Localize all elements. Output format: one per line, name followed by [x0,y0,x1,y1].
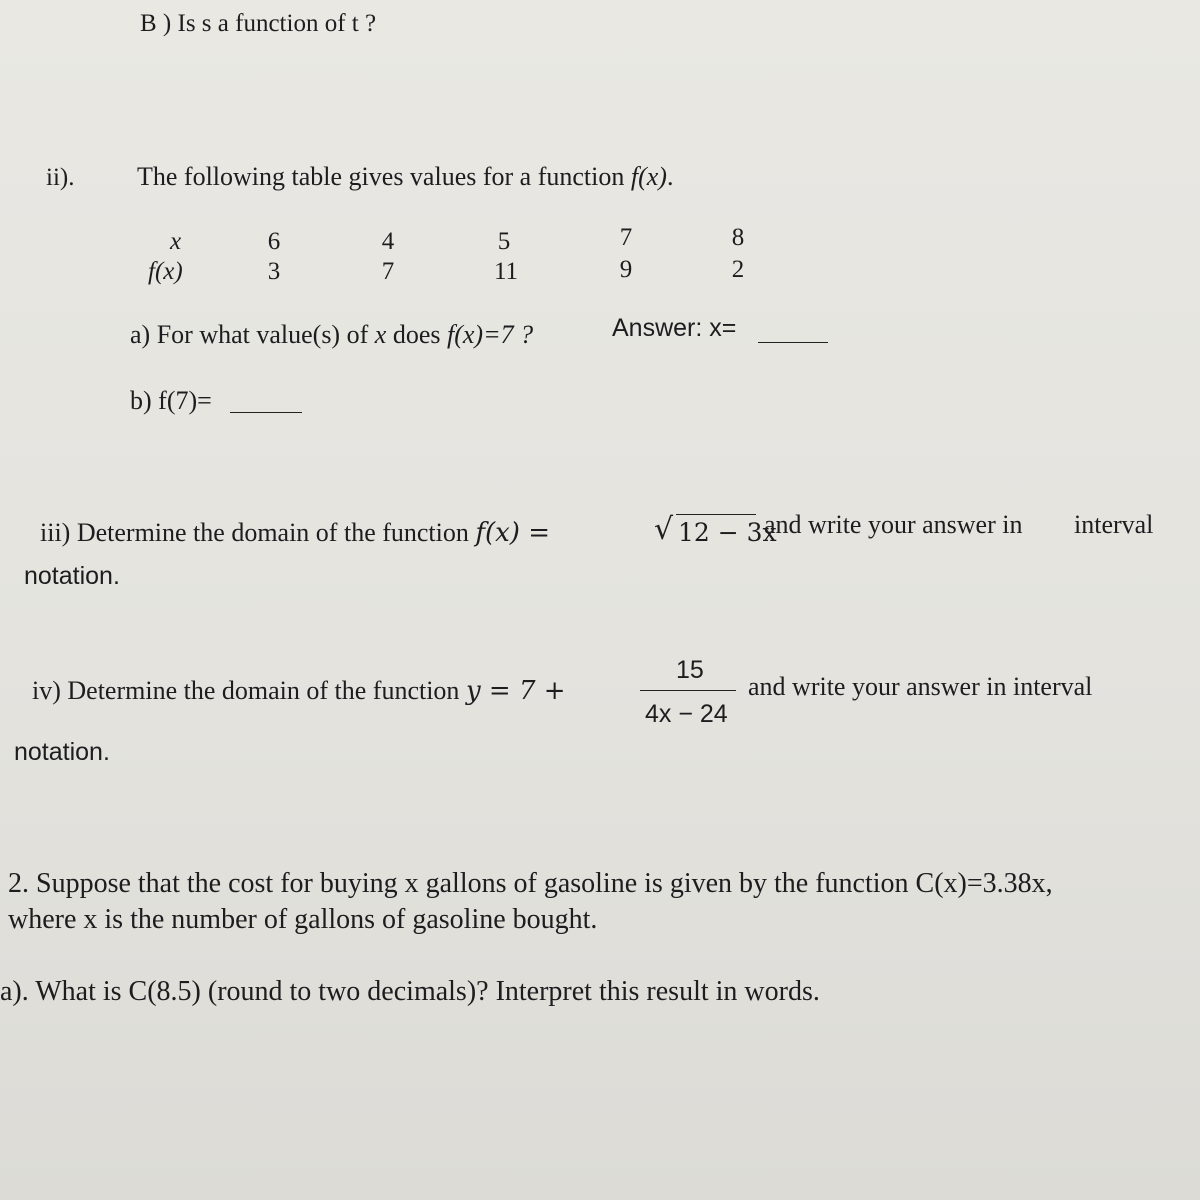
part-ii-intro-text: The following table gives values for a function [137,162,631,191]
table-x-cell: 6 [267,228,281,255]
table-fx-cell: 3 [267,258,281,285]
square-root-bar [676,514,756,515]
question-2-line-2: where x is the number of gallons of gasoline bought. [8,904,598,935]
part-iv-prefix-text: iv) Determine the domain of the function [32,676,466,705]
question-a-end: =7 ? [483,320,534,349]
question-a-x: x [374,320,387,349]
part-iii-notation: notation. [24,562,120,590]
part-iv-lhs: y = 7 + [465,676,566,706]
fraction-numerator: 15 [676,656,704,684]
table-x-cell: 8 [731,224,745,251]
question-a-fx: f(x) [446,320,484,349]
fraction-denominator: 4x − 24 [645,700,728,728]
part-iii-prefix [40,518,550,548]
square-root-radicand: 12 − 3x [678,518,777,547]
part-iii-suffix: and write your answer in [764,510,1023,539]
question-a-mid: does [386,320,447,349]
answer-b-blank[interactable] [230,390,302,413]
table-fx-cell: 9 [619,256,633,283]
square-root-sign: √ [654,512,674,547]
table-x-cell: 7 [619,224,633,251]
part-ii-question-b: b) f(7)= [130,386,212,415]
table-fx-cell: 7 [381,258,395,285]
question-a-prefix: a) For what value(s) of [130,320,375,349]
part-ii-intro-end: . [666,162,674,191]
table-fx-header: f(x) [148,258,183,285]
table-x-cell: 4 [381,228,395,255]
part-b-question: B ) Is s a function of t ? [140,10,377,37]
table-x-cell: 5 [497,228,511,255]
part-iv-prefix [32,676,566,706]
part-ii-question-a [130,320,533,350]
part-iv-suffix: and write your answer in interval [748,672,1093,701]
answer-a-blank[interactable] [758,318,828,343]
table-x-header: x [170,228,182,255]
table-fx-cell: 2 [731,256,745,283]
part-iii-suffix-interval: interval [1074,510,1154,539]
fraction-bar [640,690,736,691]
question-2-line-1: 2. Suppose that the cost for buying x gallons of gasoline is given by the function C(x)=3.38x, [8,868,1053,899]
part-iv-notation: notation. [14,738,110,766]
part-ii-intro [137,162,673,192]
part-ii-intro-fx: f(x) [630,162,667,191]
table-fx-cell: 11 [493,258,519,285]
part-iii-fx: f(x) = [475,518,550,548]
question-2-part-a: a). What is C(8.5) (round to two decimals)? Interpret this result in words. [0,976,820,1007]
part-ii-label: ii). [46,164,75,191]
answer-label: Answer: x= [612,314,737,342]
part-iii-prefix-text: iii) Determine the domain of the function [40,518,476,547]
